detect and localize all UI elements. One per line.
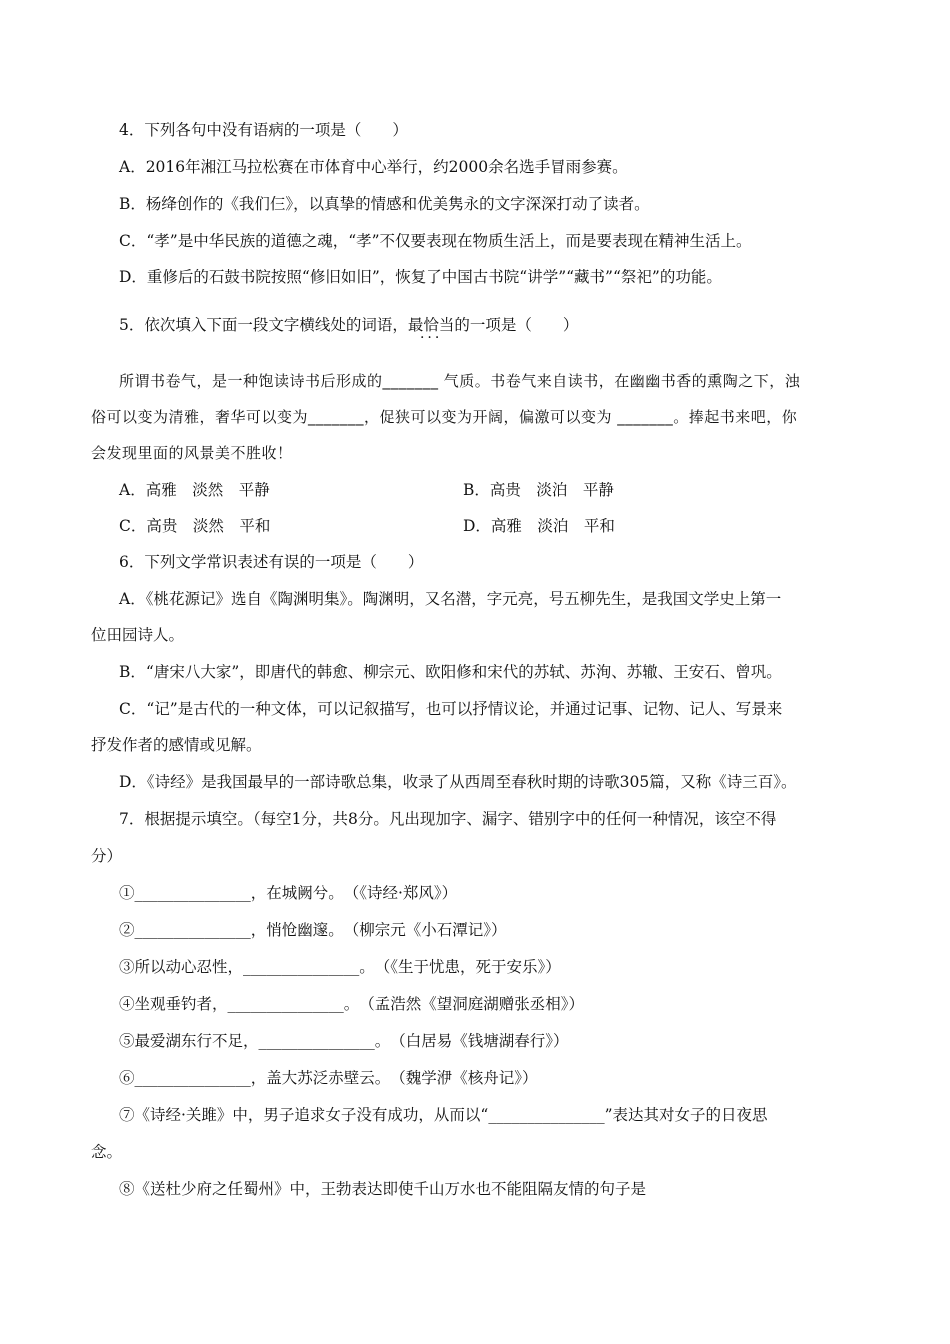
q5-option-b: B．高贵 淡泊 平静 <box>463 481 614 499</box>
q4-stem: 4．下列各句中没有语病的一项是（ ） <box>119 121 408 139</box>
q7-item-2: ②_______________，悄怆幽邃。 （柳宗元《小石潭记》） <box>119 921 507 939</box>
q5-stem-before: 5．依次填入下面一段文字横线处的词语， <box>119 316 408 334</box>
q6-option-c-line-2: 抒发作者的感情或见解。 <box>91 736 262 754</box>
q7-item-1: ①_______________，在城阙兮。 （《诗经·郑风》） <box>119 884 458 902</box>
q7-item-6: ⑥_______________，盖大苏泛赤壁云。 （魏学洢《核舟记》） <box>119 1069 538 1087</box>
q5-passage-line-1: 所谓书卷气，是一种饱读诗书后形成的_______ 气质。书卷气来自读书，在幽幽书香的熏陶之下，浊 <box>119 372 801 390</box>
q5-options-row-1 <box>119 479 839 501</box>
q4-option-d: D．重修后的石鼓书院按照“修旧如旧”，恢复了中国古书院“讲学”“藏书”“祭祀”的功能。 <box>119 268 722 286</box>
q7-item-7-line-1: ⑦《诗经·关雎》中，男子追求女子没有成功，从而以“_______________”表达其对女子的日夜思 <box>119 1106 768 1124</box>
q7-item-4: ④坐观垂钓者，_______________。 （孟浩然《望洞庭湖赠张丞相》） <box>119 995 585 1013</box>
q5-option-d: D．高雅 淡泊 平和 <box>463 517 615 535</box>
q7-item-7-line-2: 念。 <box>91 1143 123 1161</box>
q4-option-c: C．“孝”是中华民族的道德之魂，“孝”不仅要表现在物质生活上，而是要表现在精神生活上。 <box>119 232 752 250</box>
q6-option-b: B．“唐宋八大家”，即唐代的韩愈、柳宗元、欧阳修和宋代的苏轼、苏洵、苏辙、王安石、曾巩。 <box>119 663 782 681</box>
q5-stem <box>119 314 578 336</box>
q7-stem-line-1: 7．根据提示填空。（每空1分，共8分。凡出现加字、漏字、错别字中的任何一种情况，该空不得 <box>119 810 777 828</box>
q5-options-row-2 <box>119 515 839 537</box>
q6-option-d: D．《诗经》是我国最早的一部诗歌总集，收录了从西周至春秋时期的诗歌305篇，又称《诗三百》。 <box>119 773 797 791</box>
q7-stem-line-2: 分） <box>91 847 123 865</box>
q4-option-b: B．杨绛创作的《我们仨》，以真挚的情感和优美隽永的文字深深打动了读者。 <box>119 195 650 213</box>
q5-passage-line-2: 俗可以变为清雅，奢华可以变为_______，促狭可以变为开阔，偏激可以变为 _______。捧起书来吧，你 <box>91 408 798 426</box>
q7-item-5: ⑤最爱湖东行不足，_______________。 （白居易《钱塘湖春行》） <box>119 1032 569 1050</box>
q5-option-c: C．高贵 淡然 平和 <box>119 517 271 535</box>
q6-stem: 6．下列文学常识表述有误的一项是（ ） <box>119 553 424 571</box>
q4-option-a: A．2016年湘江马拉松赛在市体育中心举行，约2000余名选手冒雨参赛。 <box>119 158 628 176</box>
q7-item-3: ③所以动心忍性，_______________。 （《生于忧患，死于安乐》） <box>119 958 561 976</box>
q6-option-c-line-1: C．“记”是古代的一种文体，可以记叙描写，也可以抒情议论，并通过记事、记物、记人、写景来 <box>119 700 783 718</box>
q7-item-8: ⑧《送杜少府之任蜀州》中，王勃表达即使千山万水也不能阻隔友情的句子是 <box>119 1180 647 1198</box>
q6-option-a-line-2: 位田园诗人。 <box>91 626 185 644</box>
q6-option-a-line-1: A．《桃花源记》选自《陶渊明集》。陶渊明，又名潜，字元亮，号五柳先生，是我国文学史上第一 <box>119 590 782 608</box>
q5-stem-emphasis: 最恰当 ··· <box>408 314 455 336</box>
q5-option-a: A．高雅 淡然 平静 <box>119 481 270 499</box>
q5-passage-line-3: 会发现里面的风景美不胜收！ <box>91 444 293 462</box>
q5-stem-after: 的一项是（ ） <box>454 316 579 334</box>
